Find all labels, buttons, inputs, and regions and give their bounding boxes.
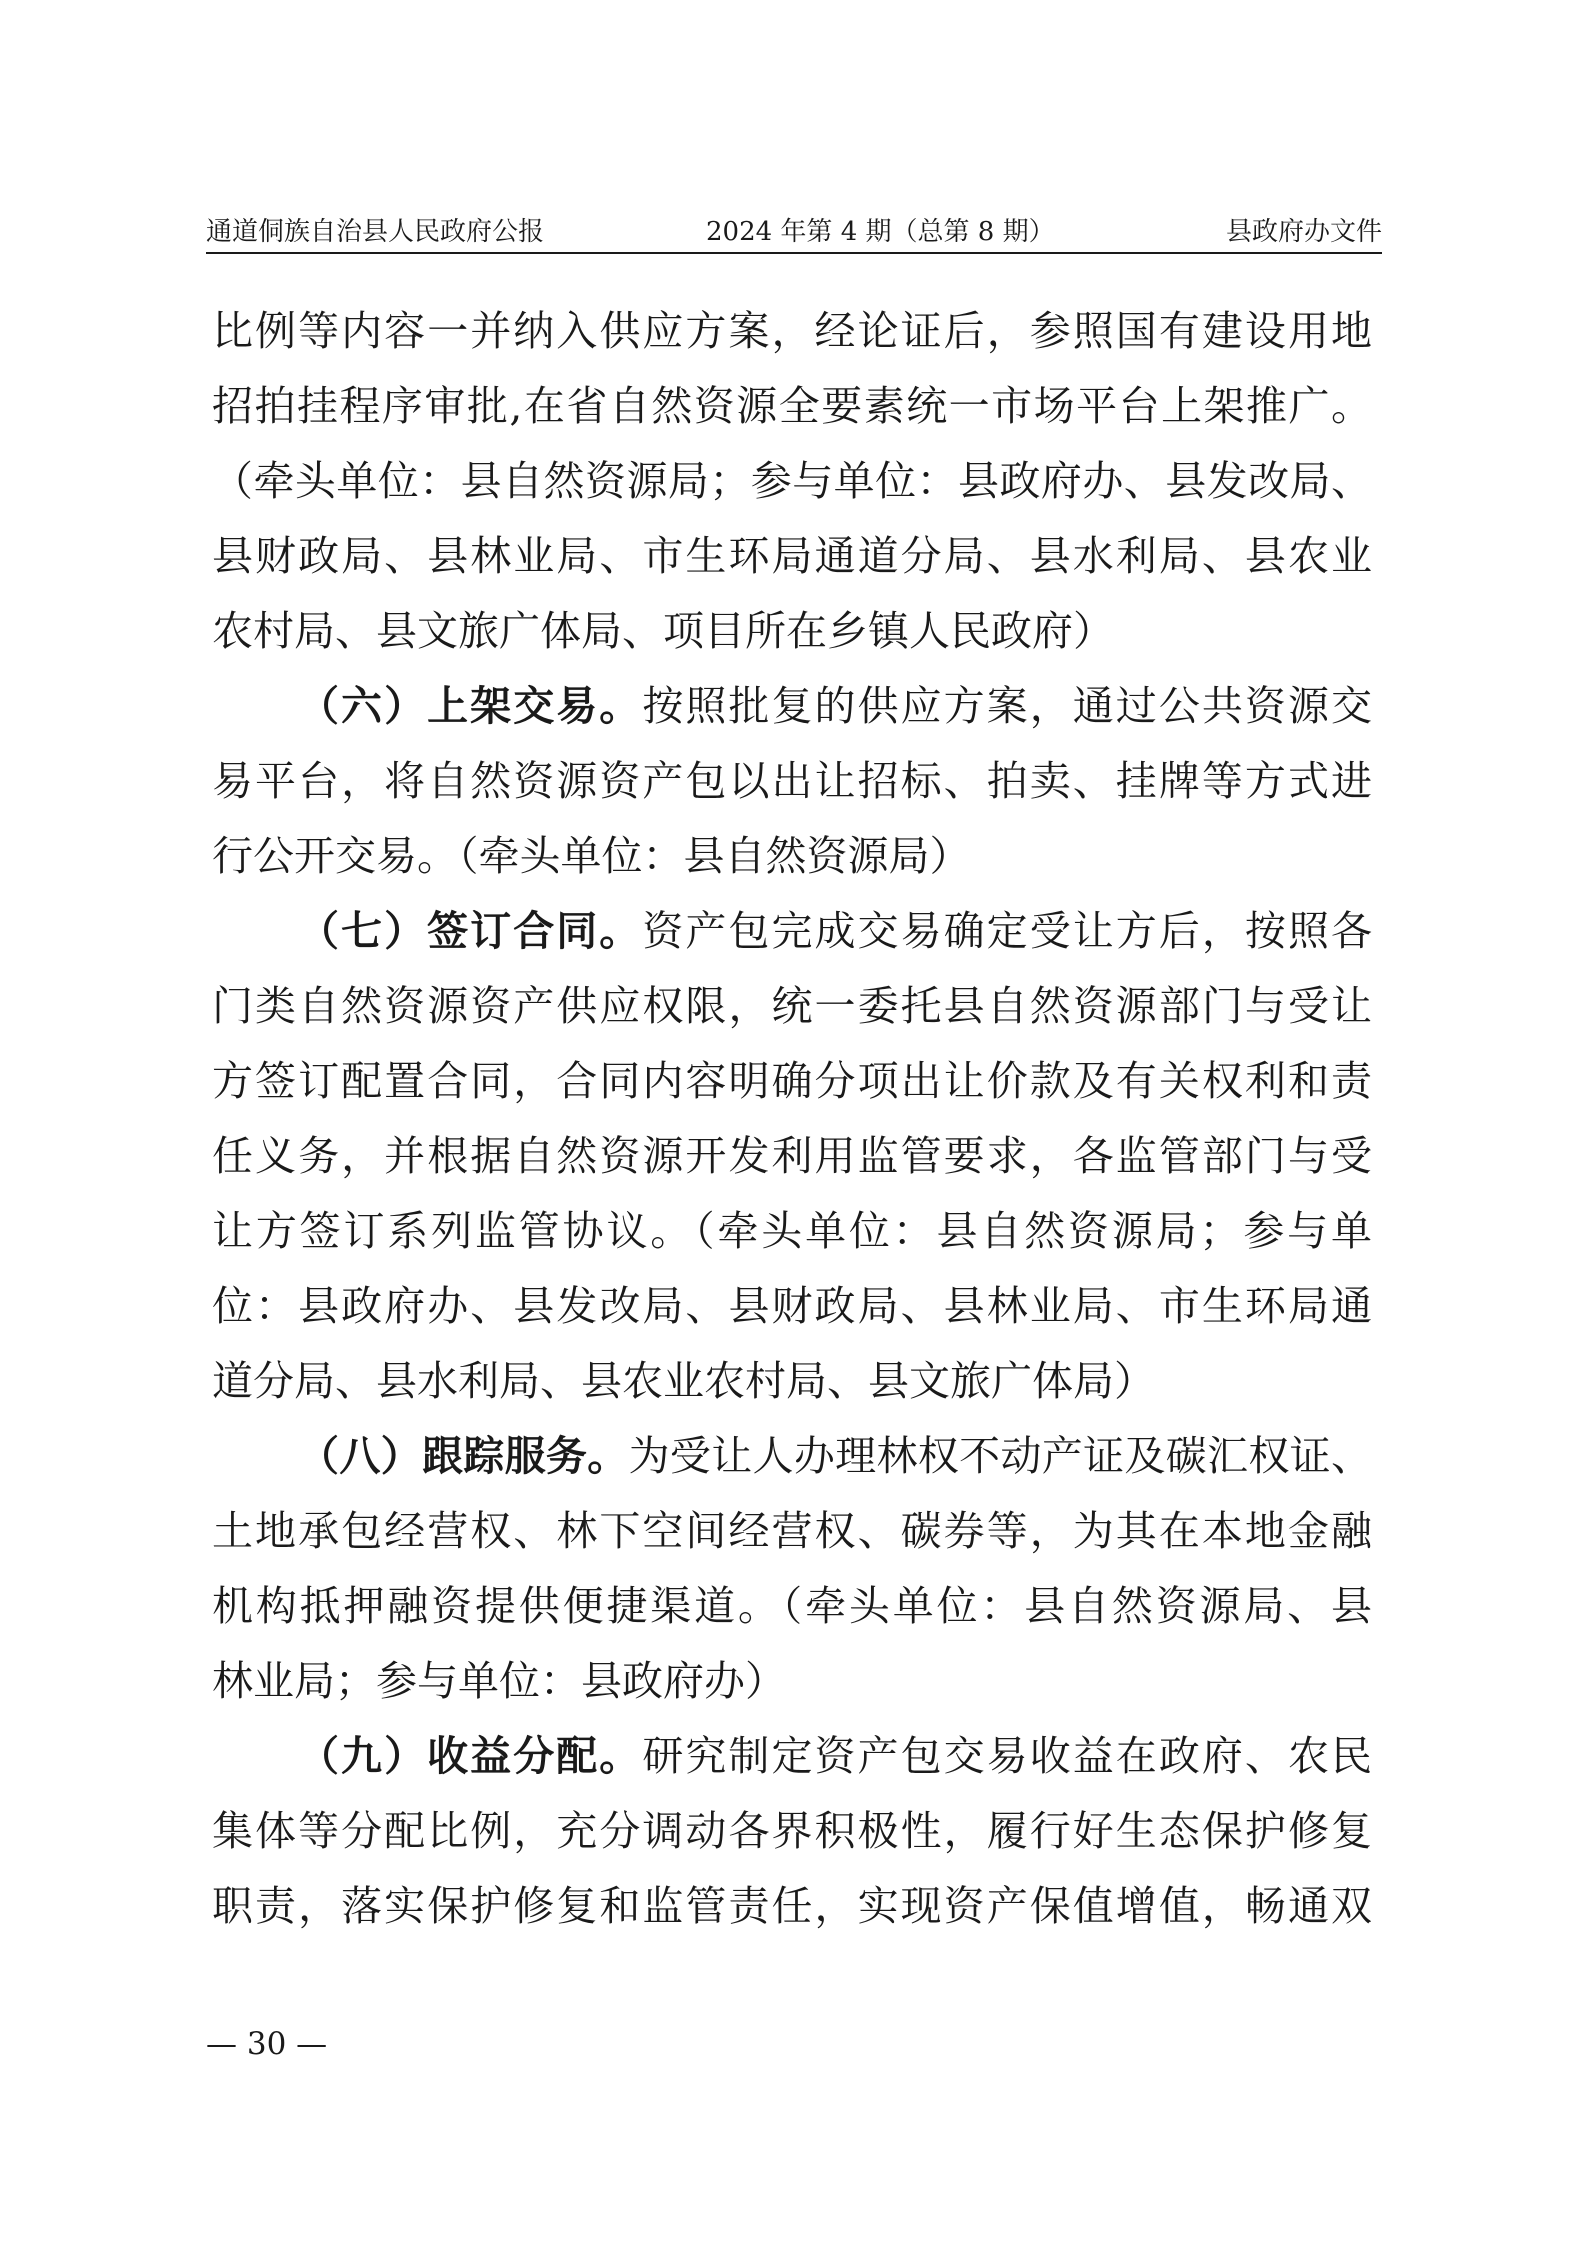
body-text-line: [212, 1569, 1372, 1644]
line-text: 易平台，将自然资源资产包以出让招标、拍卖、挂牌等方式进: [212, 757, 1372, 805]
section-heading: （九）收益分配。: [298, 1732, 643, 1780]
line-text: 资产包完成交易确定受让方后，按照各: [642, 907, 1373, 955]
line-text: 县财政局、县林业局、市生环局通道分局、县水利局、县农业: [212, 532, 1372, 580]
body-text-line: [212, 1494, 1372, 1569]
page-number: — 30 —: [206, 2026, 328, 2062]
line-text: 按照批复的供应方案，通过公共资源交: [642, 682, 1373, 730]
section-heading: （七）签订合同。: [298, 907, 643, 955]
body-text-line: [212, 294, 1372, 369]
line-text: （牵头单位：县自然资源局；参与单位：县政府办、县发改局、: [212, 457, 1372, 505]
line-text: 招拍挂程序审批,在省自然资源全要素统一市场平台上架推广。: [212, 382, 1372, 430]
line-text: 职责，落实保护修复和监管责任，实现资产保值增值，畅通双: [212, 1882, 1372, 1930]
body-text-line: [212, 1344, 1372, 1419]
line-text: 任义务，并根据自然资源开发利用监管要求，各监管部门与受: [212, 1132, 1372, 1180]
section-heading: （六）上架交易。: [298, 682, 643, 730]
line-text: 农村局、县文旅广体局、项目所在乡镇人民政府）: [212, 607, 1114, 655]
publication-name: 通道侗族自治县人民政府公报: [206, 217, 545, 247]
page-header: [206, 210, 1382, 254]
body-text-line: [212, 1269, 1372, 1344]
body-text-line: [212, 444, 1372, 519]
issue-number: 2024 年第 4 期（总第 8 期）: [706, 217, 1055, 247]
line-text: 机构抵押融资提供便捷渠道。（牵头单位：县自然资源局、县: [212, 1582, 1372, 1630]
body-text-line: [212, 1194, 1372, 1269]
line-text: 研究制定资产包交易收益在政府、农民: [642, 1732, 1373, 1780]
header-rule: [206, 252, 1382, 254]
body-text-line: [212, 519, 1372, 594]
body-text-line: [212, 969, 1372, 1044]
line-text: 方签订配置合同，合同内容明确分项出让价款及有关权利和责: [212, 1057, 1372, 1105]
line-text: 为受让人办理林权不动产证及碳汇权证、: [628, 1432, 1373, 1480]
body-text-line: [212, 1869, 1372, 1944]
body-text-line: [212, 369, 1372, 444]
document-body: [212, 294, 1372, 1944]
section-heading-line: [212, 1419, 1372, 1494]
line-text: 土地承包经营权、林下空间经营权、碳券等，为其在本地金融: [212, 1507, 1372, 1555]
section-heading-line: [212, 894, 1372, 969]
body-text-line: [212, 1794, 1372, 1869]
document-category: 县政府办文件: [1225, 217, 1382, 247]
section-heading-line: [212, 669, 1372, 744]
line-text: 道分局、县水利局、县农业农村局、县文旅广体局）: [212, 1357, 1155, 1405]
line-text: 位：县政府办、县发改局、县财政局、县林业局、市生环局通: [212, 1282, 1372, 1330]
line-text: 门类自然资源资产供应权限，统一委托县自然资源部门与受让: [212, 982, 1372, 1030]
body-text-line: [212, 744, 1372, 819]
line-text: 让方签订系列监管协议。（牵头单位：县自然资源局；参与单: [212, 1207, 1372, 1255]
line-text: 比例等内容一并纳入供应方案，经论证后，参照国有建设用地: [212, 307, 1372, 355]
section-heading-line: [212, 1719, 1372, 1794]
body-text-line: [212, 1119, 1372, 1194]
section-heading: （八）跟踪服务。: [298, 1432, 629, 1480]
body-text-line: [212, 819, 1372, 894]
body-text-line: [212, 1644, 1372, 1719]
line-text: 林业局；参与单位：县政府办）: [212, 1657, 786, 1705]
body-text-line: [212, 1044, 1372, 1119]
line-text: 集体等分配比例，充分调动各界积极性，履行好生态保护修复: [212, 1807, 1372, 1855]
line-text: 行公开交易。（牵头单位：县自然资源局）: [212, 832, 971, 880]
body-text-line: [212, 594, 1372, 669]
